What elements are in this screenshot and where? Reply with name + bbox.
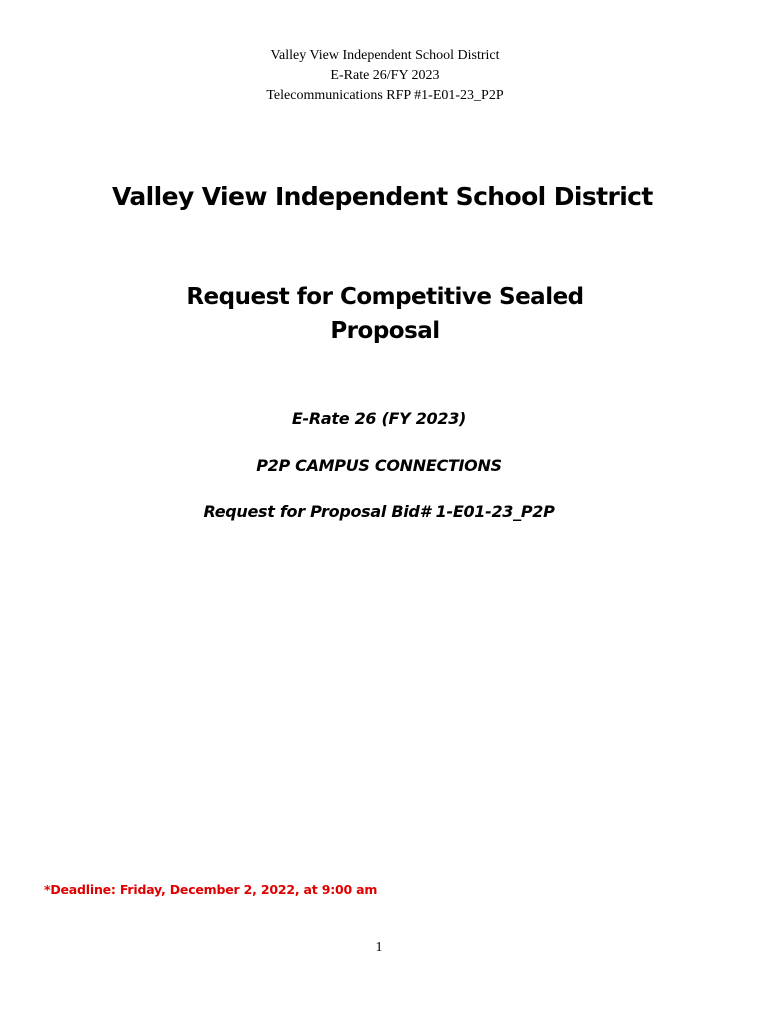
erate-subtitle: E-Rate 26 (FY 2023) xyxy=(291,409,467,428)
project-subtitle: P2P CAMPUS CONNECTIONS xyxy=(256,456,502,475)
page-number: 1 xyxy=(375,940,383,955)
header-district: Valley View Independent School District xyxy=(270,48,500,63)
header-erate: E-Rate 26/FY 2023 xyxy=(330,68,440,83)
bid-subtitle: Request for Proposal Bid# 1-E01-23_P2P xyxy=(203,502,555,521)
district-title: Valley View Independent School District xyxy=(112,182,653,211)
rfp-title-line1: Request for Competitive Sealed xyxy=(186,284,584,310)
rfp-title xyxy=(0,280,770,348)
header-rfp-number: Telecommunications RFP #1-E01-23_P2P xyxy=(266,88,504,103)
rfp-title-line2: Proposal xyxy=(330,318,440,344)
running-header xyxy=(0,46,770,106)
deadline-notice: *Deadline: Friday, December 2, 2022, at 9:00 am xyxy=(44,882,378,897)
